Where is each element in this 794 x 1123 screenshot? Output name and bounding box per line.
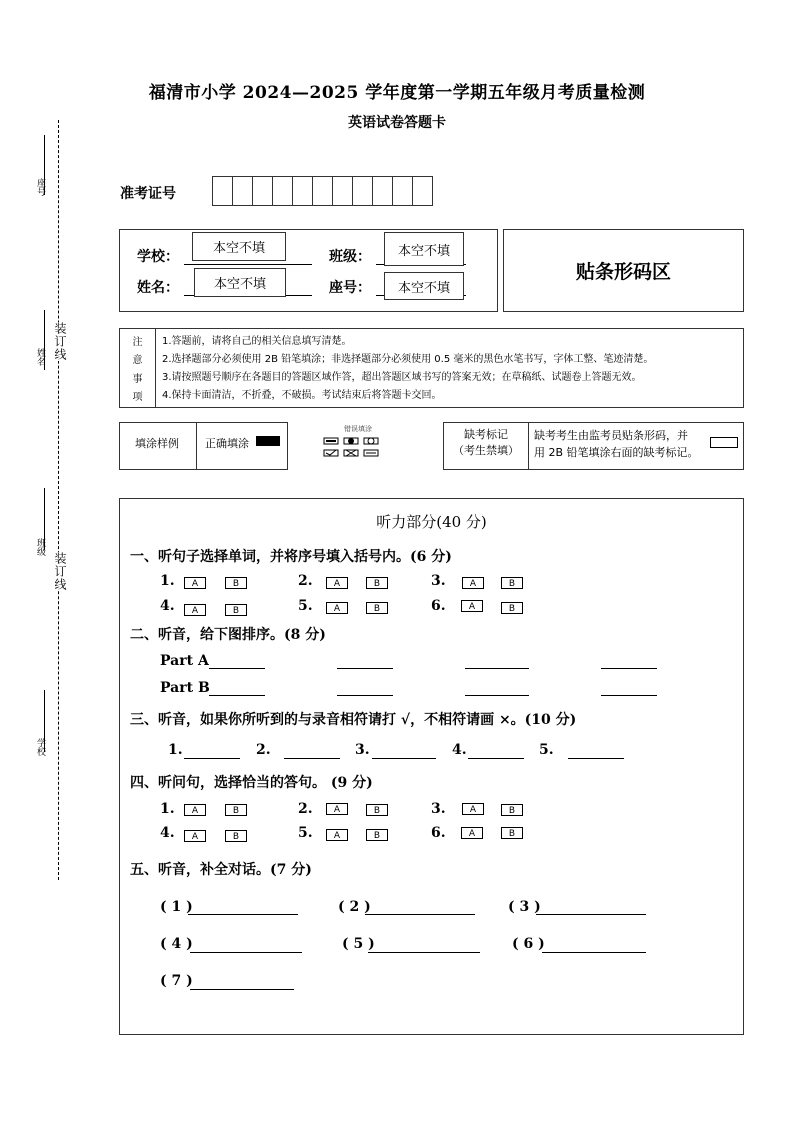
student-info-box (119, 229, 498, 312)
wrong-fill-marks-icon (320, 434, 396, 462)
s4-q1: 1. (160, 801, 175, 817)
exam-id-box[interactable] (412, 176, 433, 206)
note-item: 4.保持卡面清洁，不折叠，不破损。考试结束后将答题卡交回。 (162, 390, 442, 401)
s4-q5-b[interactable]: B (366, 829, 388, 841)
s4-q4: 4. (160, 825, 175, 841)
s4-q3: 3. (431, 801, 446, 817)
note-item: 1.答题前，请将自己的相关信息填写清楚。 (162, 336, 352, 347)
s4-q3-b[interactable]: B (501, 804, 523, 816)
name-label: 姓名： (137, 280, 179, 296)
exam-id-box[interactable] (272, 176, 293, 206)
s3-q1: 1. (168, 742, 183, 758)
s3-q4: 4. (452, 742, 467, 758)
s3-q2: 2. (256, 742, 271, 758)
fill-sample-label: 填涂样例 (135, 437, 179, 450)
s4-q2-a[interactable]: A (326, 803, 348, 815)
exam-id-box[interactable] (252, 176, 273, 206)
s5-blank-1[interactable] (188, 913, 298, 915)
absent-desc: 缺考考生由监考员贴条形码，并 用 2B 铅笔填涂右面的缺考标记。 (534, 429, 699, 459)
school-underline (184, 263, 312, 265)
part-a-blank[interactable] (601, 667, 657, 669)
note-item: 2.选择题部分必须使用 2B 铅笔填涂；非选择题部分必须使用 0.5 毫米的黑色水笔书写，字体工整、笔迹清楚。 (162, 354, 654, 365)
s1-q6-a[interactable]: A (461, 600, 483, 612)
s5-blank-7[interactable] (190, 988, 294, 990)
s1-q2-b[interactable]: B (366, 577, 388, 589)
s1-q6-b[interactable]: B (501, 602, 523, 614)
s1-q4-b[interactable]: B (225, 604, 247, 616)
s4-q3-a[interactable]: A (462, 803, 484, 815)
wrong-fill-sample (320, 424, 396, 464)
section-5-title: 五、听音，补全对话。(7 分) (130, 862, 312, 878)
margin-bind-text-2: 装订线 (53, 552, 67, 591)
absent-box (443, 422, 744, 470)
s1-q5-a[interactable]: A (326, 602, 348, 614)
s1-q3: 3. (431, 573, 446, 589)
s4-q2-b[interactable]: B (366, 804, 388, 816)
s1-q4-a[interactable]: A (184, 604, 206, 616)
exam-id-boxes[interactable] (213, 176, 433, 206)
s1-q4: 4. (160, 598, 175, 614)
absent-mark-box[interactable] (710, 437, 738, 448)
s3-blank-5[interactable] (568, 757, 624, 759)
school-label: 学校： (137, 249, 179, 265)
s3-blank-3[interactable] (372, 757, 436, 759)
correct-fill-label: 正确填涂 (205, 437, 249, 450)
s4-q4-a[interactable]: A (184, 830, 206, 842)
section-1-title: 一、听句子选择单词，并将序号填入括号内。(6 分) (130, 549, 452, 565)
listening-title: 听力部分(40 分) (376, 513, 487, 531)
barcode-area: 贴条形码区 (503, 229, 744, 312)
exam-id-label: 准考证号 (120, 186, 176, 202)
margin-bind-text-1: 装订线 (53, 322, 67, 361)
section-3-title: 三、听音，如果你所听到的与录音相符请打 √，不相符请画 ×。(10 分) (130, 712, 577, 728)
part-b-blank[interactable] (465, 694, 529, 696)
correct-fill-mark-icon (256, 436, 280, 446)
listening-section (119, 498, 744, 1035)
s5-blank-2[interactable] (365, 913, 475, 915)
notes-box (119, 328, 744, 408)
exam-id-box[interactable] (292, 176, 313, 206)
s4-q5: 5. (298, 825, 313, 841)
s5-q6: ( 6 ) (512, 936, 545, 952)
notes-side-label: 注 意 事 项 (120, 329, 156, 407)
s4-q4-b[interactable]: B (225, 830, 247, 842)
name-field[interactable]: 本空不填 (194, 268, 286, 297)
s4-q2: 2. (298, 801, 313, 817)
s1-q6: 6. (431, 598, 446, 614)
s5-q1: ( 1 ) (160, 899, 193, 915)
s4-q5-a[interactable]: A (326, 829, 348, 841)
s5-blank-6[interactable] (542, 951, 646, 953)
page-subtitle: 英语试卷答题卡 (348, 115, 446, 131)
absent-divider (528, 423, 529, 469)
section-2-title: 二、听音，给下图排序。(8 分) (130, 627, 326, 643)
exam-id-box[interactable] (392, 176, 413, 206)
fill-sample-divider (196, 423, 197, 469)
s1-q3-a[interactable]: A (462, 577, 484, 589)
exam-id-box[interactable] (332, 176, 353, 206)
s1-q2-a[interactable]: A (326, 577, 348, 589)
part-a-label: Part A (160, 653, 209, 669)
margin-school-label: 学校 (35, 738, 45, 756)
s5-blank-4[interactable] (190, 951, 302, 953)
part-b-label: Part B (160, 680, 210, 696)
class-label: 班级： (329, 249, 371, 265)
margin-seat-label: 座号 (35, 178, 45, 196)
part-a-blank[interactable] (209, 667, 265, 669)
s5-blank-3[interactable] (536, 913, 646, 915)
binding-dashed-line (58, 120, 59, 880)
s3-q5: 5. (539, 742, 554, 758)
seat-field[interactable]: 本空不填 (384, 272, 464, 300)
s3-blank-4[interactable] (468, 757, 524, 759)
part-b-blank[interactable] (337, 694, 393, 696)
note-item: 3.请按照题号顺序在各题目的答题区域作答，超出答题区域书写的答案无效；在草稿纸、试题卷上答题无效。 (162, 372, 642, 383)
s5-q7: ( 7 ) (160, 973, 193, 989)
part-a-blank[interactable] (465, 667, 529, 669)
s1-q1-b[interactable]: B (225, 577, 247, 589)
part-b-blank[interactable] (601, 694, 657, 696)
seat-label: 座号： (329, 280, 371, 296)
margin-name-label: 姓名 (35, 348, 45, 366)
class-field[interactable]: 本空不填 (384, 232, 464, 266)
part-b-blank[interactable] (209, 694, 265, 696)
s4-q6-a[interactable]: A (461, 827, 483, 839)
exam-id-box[interactable] (372, 176, 393, 206)
s1-q5: 5. (298, 598, 313, 614)
s1-q3-b[interactable]: B (501, 577, 523, 589)
s5-blank-5[interactable] (368, 951, 480, 953)
s5-q4: ( 4 ) (160, 936, 193, 952)
school-field[interactable]: 本空不填 (192, 232, 286, 261)
notes-list (162, 333, 653, 405)
exam-id-box[interactable] (212, 176, 233, 206)
s3-blank-2[interactable] (284, 757, 340, 759)
s1-q2: 2. (298, 573, 313, 589)
page-title: 福清市小学 2024—2025 学年度第一学期五年级月考质量检测 (148, 83, 646, 103)
absent-label: 缺考标记 （考生禁填） (453, 428, 519, 457)
s4-q6: 6. (431, 825, 446, 841)
fill-sample-box (119, 422, 288, 470)
margin-class-label: 班级 (35, 538, 45, 556)
s3-blank-1[interactable] (184, 757, 240, 759)
part-a-blank[interactable] (337, 667, 393, 669)
s1-q1-a[interactable]: A (184, 577, 206, 589)
exam-id-box[interactable] (232, 176, 253, 206)
s5-q3: ( 3 ) (508, 899, 541, 915)
s3-q3: 3. (355, 742, 370, 758)
s5-q2: ( 2 ) (338, 899, 371, 915)
wrong-fill-label: 错误填涂 (344, 425, 372, 433)
s1-q1: 1. (160, 573, 175, 589)
s5-q5: ( 5 ) (342, 936, 375, 952)
s4-q6-b[interactable]: B (501, 827, 523, 839)
exam-id-box[interactable] (352, 176, 373, 206)
s4-q1-b[interactable]: B (225, 804, 247, 816)
exam-id-box[interactable] (312, 176, 333, 206)
s1-q5-b[interactable]: B (366, 602, 388, 614)
section-4-title: 四、听问句，选择恰当的答句。 (9 分) (130, 775, 373, 791)
s4-q1-a[interactable]: A (184, 804, 206, 816)
